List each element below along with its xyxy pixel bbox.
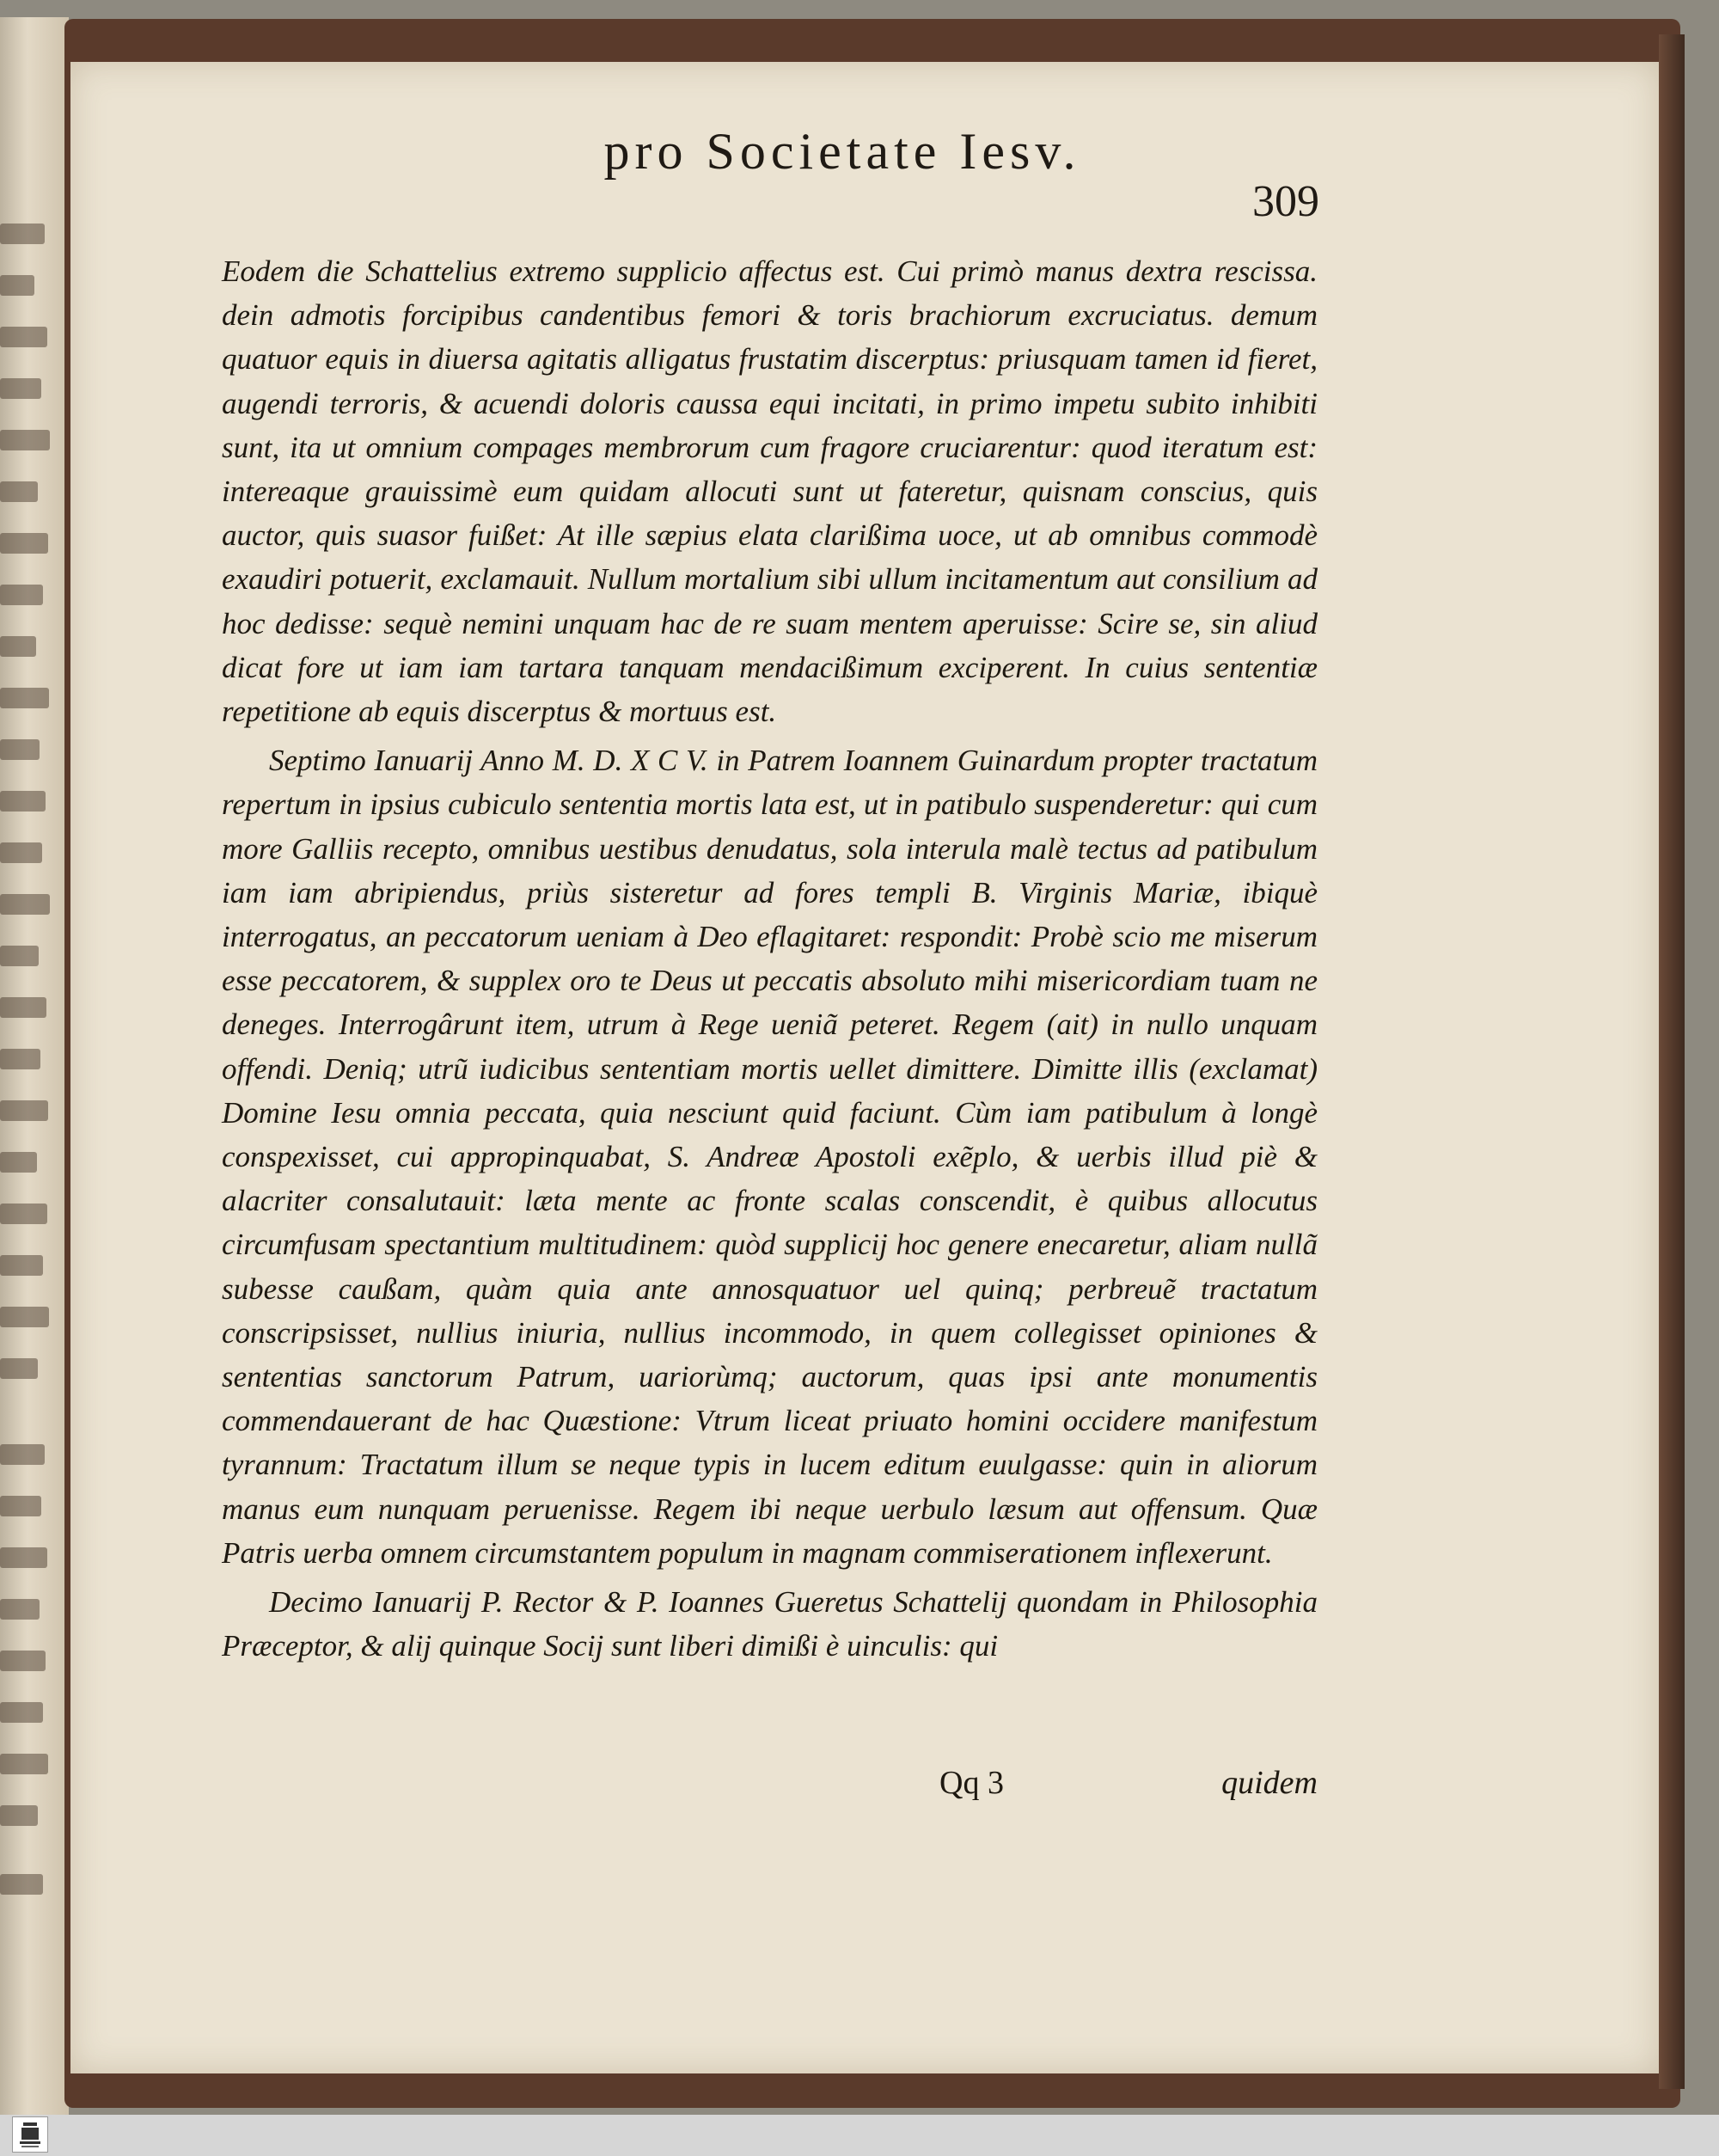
signature-mark: Qq 3 [939, 1765, 1004, 1801]
paragraph: Septimo Ianuarij Anno M. D. X C V. in Patrem Ioannem Guinardum propter tractatum repertum in ipsius cubiculo sententia mortis lata est, ut in patibulo suspenderetur: qui cum more Galliis recepto, omnibus uestibus denudatus, sola interula malè tectus ad patibulum iam iam abripiendus, priùs sisteretur ad fores templi B. Virginis Mariæ, ibiquè interrogatus, an peccatorum ueniam à Deo eflagitaret: respondit: Probè scio me miserum esse peccatorem, & supplex oro te Deus ut peccatis absoluto mihi misericordiam tuam ne deneges. Interrogârunt item, utrum à Rege ueniã peteret. Regem (ait) in nullo unquam offendi. Deniq; utrũ iudicibus sententiam mortis uellet dimittere. Dimitte illis (exclamat) Domine Iesu omnia peccata, quia nesciunt quid faciunt. Cùm iam patibulum à longè conspexisset, cui appropinquabat, S. Andreæ Apostoli exẽplo, & uerbis illud piè & alacriter consalutauit: læta mente ac fronte scalas conscendit, è quibus allocutus circumfusam spectantium multitudinem: quòd supplicij hoc genere enecaretur, aliam nullã subesse caußam, quàm quia ante annosquatuor uel quinq; perbreuẽ tractatum conscripsisset, nullius iniuria, nullius incommodo, in quem collegisset opiniones & sententias sanctorum Patrum, uariorùmq; auctorum, quas ipsi ante monumentis commendauerant de hac Quæstione: Vtrum liceat priuato homini occidere manifestum tyrannum: Tractatum illum se neque typis in lucem editum euulgasse: quin in aliorum manus eum nunquam peruenisse. Regem ibi neque uerbulo læsum aut offensum. Quæ Patris uerba omnem circumstantem populum in magnam commiserationem inflexerunt. [222, 744, 1318, 1570]
facing-page-text-fragment [0, 739, 40, 760]
facing-page-text-fragment [0, 1805, 38, 1826]
facing-page-text-fragment [0, 224, 45, 244]
facing-page-text-fragment [0, 1599, 40, 1620]
catchword: quidem [1221, 1765, 1318, 1801]
page-body [222, 249, 1318, 1788]
facing-page-text-fragment [0, 1444, 45, 1465]
facing-page-text-fragment [0, 997, 46, 1018]
running-head: pro Societate Iesv. [603, 123, 1081, 180]
facing-page-text-fragment [0, 430, 50, 450]
facing-page-text-fragment [0, 1255, 43, 1276]
facing-page-text-fragment [0, 894, 50, 915]
paragraph: Decimo Ianuarij P. Rector & P. Ioannes Gueretus Schattelij quondam in Philosophia Præceptor, & alij quinque Socij sunt liberi dimißi è uinculis: qui [222, 1585, 1318, 1663]
page-number: 309 [1252, 177, 1319, 226]
facing-page-text-fragment [0, 1547, 47, 1568]
facing-page-text-fragment [0, 1702, 43, 1723]
page-footer [222, 1764, 1318, 1816]
facing-page-text-fragment [0, 1100, 48, 1121]
facing-page-text-fragment [0, 946, 39, 966]
facing-page-text-fragment [0, 688, 49, 708]
facing-page-edge [0, 17, 69, 2115]
facing-page-text-fragment [0, 1152, 37, 1173]
facing-page-text-fragment [0, 275, 34, 296]
facing-page-text-fragment [0, 585, 43, 605]
book-edge [1659, 34, 1685, 2089]
paragraph: Eodem die Schattelius extremo supplicio affectus est. Cui primò manus dextra rescissa. dein admotis forcipibus candentibus femori & toris brachiorum excruciatus. demum quatuor equis in diuersa agitatis alligatus frustatim discerptus: priusquam tamen id fieret, augendi terroris, & acuendi doloris caussa equi incitati, in primo impetu subito inhibiti sunt, ita ut omnium compages membrorum cum fragore cruciarentur: quod iteratum est: intereaque grauissimè eum quidam allocuti sunt ut fateretur, quisnam conscius, quis auctor, quis suasor fuißet: At ille sæpius elata clarißima uoce, ut ab omnibus commodè exaudiri potuerit, exclamauit. Nullum mortalium sibi ullum incitamentum aut consilium ad hoc dedisse: sequè nemini unquam hac de re suam mentem aperuisse: Scire se, sin aliud dicat fore ut iam iam tartara tanquam mendacißimum exciperent. In cuius sententiæ repetitione ab equis discerptus & mortuus est. [222, 254, 1318, 729]
facing-page-text-fragment [0, 1307, 49, 1327]
facing-page-text-fragment [0, 1496, 41, 1516]
library-logo-icon [12, 2116, 48, 2153]
facing-page-text-fragment [0, 378, 41, 399]
facing-page-text-fragment [0, 1204, 47, 1224]
facing-page-text-fragment [0, 791, 46, 812]
facing-page-text-fragment [0, 636, 36, 657]
facing-page-text-fragment [0, 1651, 46, 1671]
facing-page-text-fragment [0, 481, 38, 502]
facing-page-text-fragment [0, 1358, 38, 1379]
facing-page-text-fragment [0, 1049, 40, 1069]
facing-page-text-fragment [0, 1754, 48, 1774]
facing-page-text-fragment [0, 842, 42, 863]
viewer-footer-bar [0, 2115, 1719, 2156]
facing-page-text-fragment [0, 1874, 43, 1895]
facing-page-text-fragment [0, 327, 47, 347]
facing-page-text-fragment [0, 533, 48, 554]
